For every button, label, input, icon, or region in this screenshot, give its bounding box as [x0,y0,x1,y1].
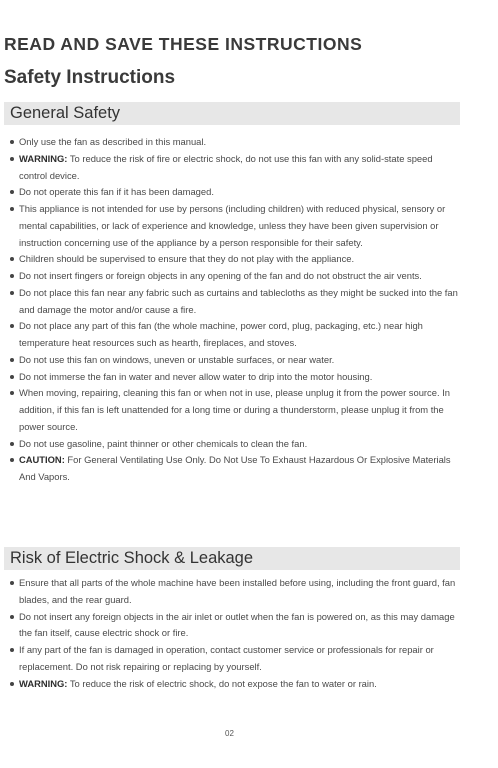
item-text: Do not operate this fan if it has been damaged. [19,186,214,198]
general-safety-list [10,134,462,486]
item-prefix: WARNING: [19,152,68,164]
page-subheading: Safety Instructions [4,67,176,88]
list-item [10,369,462,386]
item-text: When moving, repairing, cleaning this fan or when not in use, please unplug it from the power source. In addition, if this fan is left unattended for a long time or during a thunderstorm, please unplug it from the power source. [19,387,450,432]
item-text: For General Ventilating Use Only. Do Not Use To Exhaust Hazardous Or Explosive Materials And Vapors. [19,454,451,482]
list-item [10,385,462,435]
item-text: This appliance is not intended for use by persons (including children) with reduced physical, sensory or mental capabilities, or lack of experience and knowledge, unless they have been given supervision or instruction concerning use of the appliance by a person responsible for their safety. [19,203,446,248]
list-item [10,318,462,352]
item-text: Do not place any part of this fan (the whole machine, power cord, plug, packaging, etc.) near high temperature heat resources such as hearth, fireplaces, and stoves. [19,320,423,348]
list-item [10,436,462,453]
bullet-icon [10,581,14,585]
bullet-icon [10,274,14,278]
item-text: Ensure that all parts of the whole machine have been installed before using, including the front guard, fan blades, and the rear guard. [19,577,456,605]
item-text: Do not place this fan near any fabric such as curtains and tablecloths as they might be sucked into the fan and damage the motor and/or cause a fire. [19,286,458,315]
item-text: Do not insert any foreign objects in the air inlet or outlet when the fan is powered on, as this may damage the fan itself, cause electric shock or fire. [19,610,455,639]
list-item [10,575,462,609]
list-item [10,609,462,643]
bullet-icon [10,324,14,328]
section-title: Risk of Electric Shock & Leakage [10,549,254,567]
section-header-electric-shock [4,547,460,570]
bullet-icon [10,140,14,144]
item-text: If any part of the fan is damaged in operation, contact customer service or professionals for repair or replacement. Do not risk repairing or replacing by yourself. [19,644,434,672]
item-text: Do not use gasoline, paint thinner or other chemicals to clean the fan. [19,437,308,449]
electric-shock-list [10,575,462,692]
item-text: Do not immerse the fan in water and never allow water to drip into the motor housing. [19,370,373,382]
item-prefix: CAUTION: [19,454,65,466]
list-item [10,642,462,676]
bullet-icon [10,375,14,379]
bullet-icon [10,648,14,652]
list-item [10,285,462,319]
list-item [10,352,462,369]
page-number: 02 [225,729,234,738]
item-text: Do not use this fan on windows, uneven or unstable surfaces, or near water. [19,353,335,365]
bullet-icon [10,358,14,362]
item-text: Only use the fan as described in this manual. [19,136,207,147]
list-item [10,268,462,285]
bullet-icon [10,291,14,295]
list-item [10,184,462,201]
bullet-icon [10,190,14,194]
bullet-icon [10,157,14,161]
item-text: To reduce the risk of fire or electric shock, do not use this fan with any solid-state speed control device. [19,152,433,181]
bullet-icon [10,615,14,619]
item-text: Do not insert fingers or foreign objects in any opening of the fan and do not obstruct the air vents. [19,270,422,281]
list-item [10,151,462,185]
list-item [10,676,462,693]
bullet-icon [10,682,14,686]
bullet-icon [10,207,14,211]
list-item [10,201,462,251]
list-item [10,251,462,268]
section-header-general-safety [4,102,460,125]
item-prefix: WARNING: [19,677,68,689]
bullet-icon [10,391,14,395]
bullet-icon [10,442,14,446]
section-title: General Safety [10,104,121,122]
page-heading: READ AND SAVE THESE INSTRUCTIONS [4,34,363,54]
bullet-icon [10,458,14,462]
bullet-icon [10,257,14,261]
list-item [10,134,462,151]
item-text: To reduce the risk of electric shock, do not expose the fan to water or rain. [67,677,377,689]
list-item [10,452,462,486]
item-text: Children should be supervised to ensure that they do not play with the appliance. [19,253,355,265]
